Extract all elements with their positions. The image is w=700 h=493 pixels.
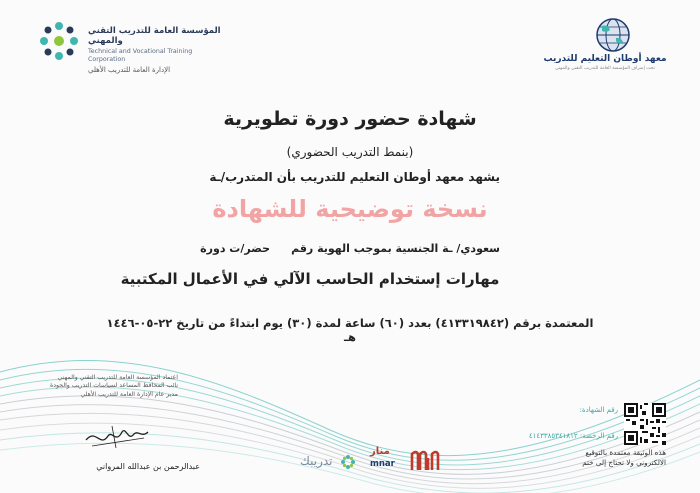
mnar-mark-icon — [410, 448, 440, 472]
qr-code-icon — [624, 403, 666, 445]
sample-watermark: نسخة توضيحية للشهادة — [212, 195, 488, 223]
attest-line: يشهد معهد أوطان التعليم للتدريب بأن المتدرب/ـة — [209, 170, 500, 184]
license-line — [496, 432, 618, 440]
tadreebk-logo — [300, 452, 358, 474]
certificate-title: شهادة حضور دورة تطويرية — [223, 108, 477, 130]
signatory-line: مدير عام الإدارة العامة للتدريب الأهلي — [80, 390, 178, 398]
approval-line: المعتمدة برقم (٤١٣٣١٩٨٤٢) بعدد (٦٠) ساعة لمدة (٣٠) يوم ابتداءً من تاريخ ٢٢-٠٥-١٤٤٦ هـ — [106, 316, 594, 344]
tadreebk-label: تدريبك — [300, 454, 333, 468]
note-line: هذه الوثيقة معتمدة بالتوقيع — [585, 448, 666, 457]
signatory-line: نائب المحافظ المساعد لسياسات التدريب والجودة — [50, 382, 178, 390]
tvtc-name-en: Technical and Vocational Training Corporation — [88, 48, 193, 63]
tadreebk-star-icon — [340, 454, 356, 470]
license-number: ٤١٤٣٣٨٥٣٤١٨١٢ — [528, 432, 578, 440]
mnar-label-en: mnar — [370, 459, 395, 469]
tvtc-dept-ar: الإدارة العامة للتدريب الأهلي — [88, 65, 171, 74]
course-name: مهارات إستخدام الحاسب الآلي في الأعمال المكتبية — [120, 270, 500, 288]
signatory-name: عبدالرحمن بن عبدالله المرواني — [96, 462, 200, 471]
institute-name: معهد أوطان التعليم للتدريب — [543, 54, 667, 64]
tvtc-header — [88, 26, 228, 74]
attended-label: حضر/ت دورة — [200, 242, 270, 255]
signatory-line: اعتماد المؤسسة العامة للتدريب التقني والمهني — [57, 374, 178, 381]
note-line: الالكتروني ولا تحتاج إلى ختم — [582, 457, 666, 467]
training-mode: (بنمط التدريب الحضوري) — [286, 145, 414, 159]
mnar-logo — [366, 446, 446, 476]
e-signature-note — [540, 448, 666, 467]
tvtc-logo-icon — [38, 20, 80, 62]
tvtc-name-ar: المؤسسة العامة للتدريب التقني والمهني — [88, 26, 221, 46]
institute-subtitle: تحت إشراف المؤسسة العامة للتدريب التقني والمهني — [555, 66, 655, 71]
nationality-line: سعودي/ ـة الجنسية بموجب الهوية رقم — [291, 242, 500, 255]
license-label: رقم الرخصة: — [579, 432, 618, 440]
mnar-label-ar: منار — [370, 446, 390, 457]
certificate-number-label: رقم الشهادة: — [579, 406, 618, 414]
signature-image — [82, 418, 152, 454]
signatory-titles — [48, 374, 178, 399]
